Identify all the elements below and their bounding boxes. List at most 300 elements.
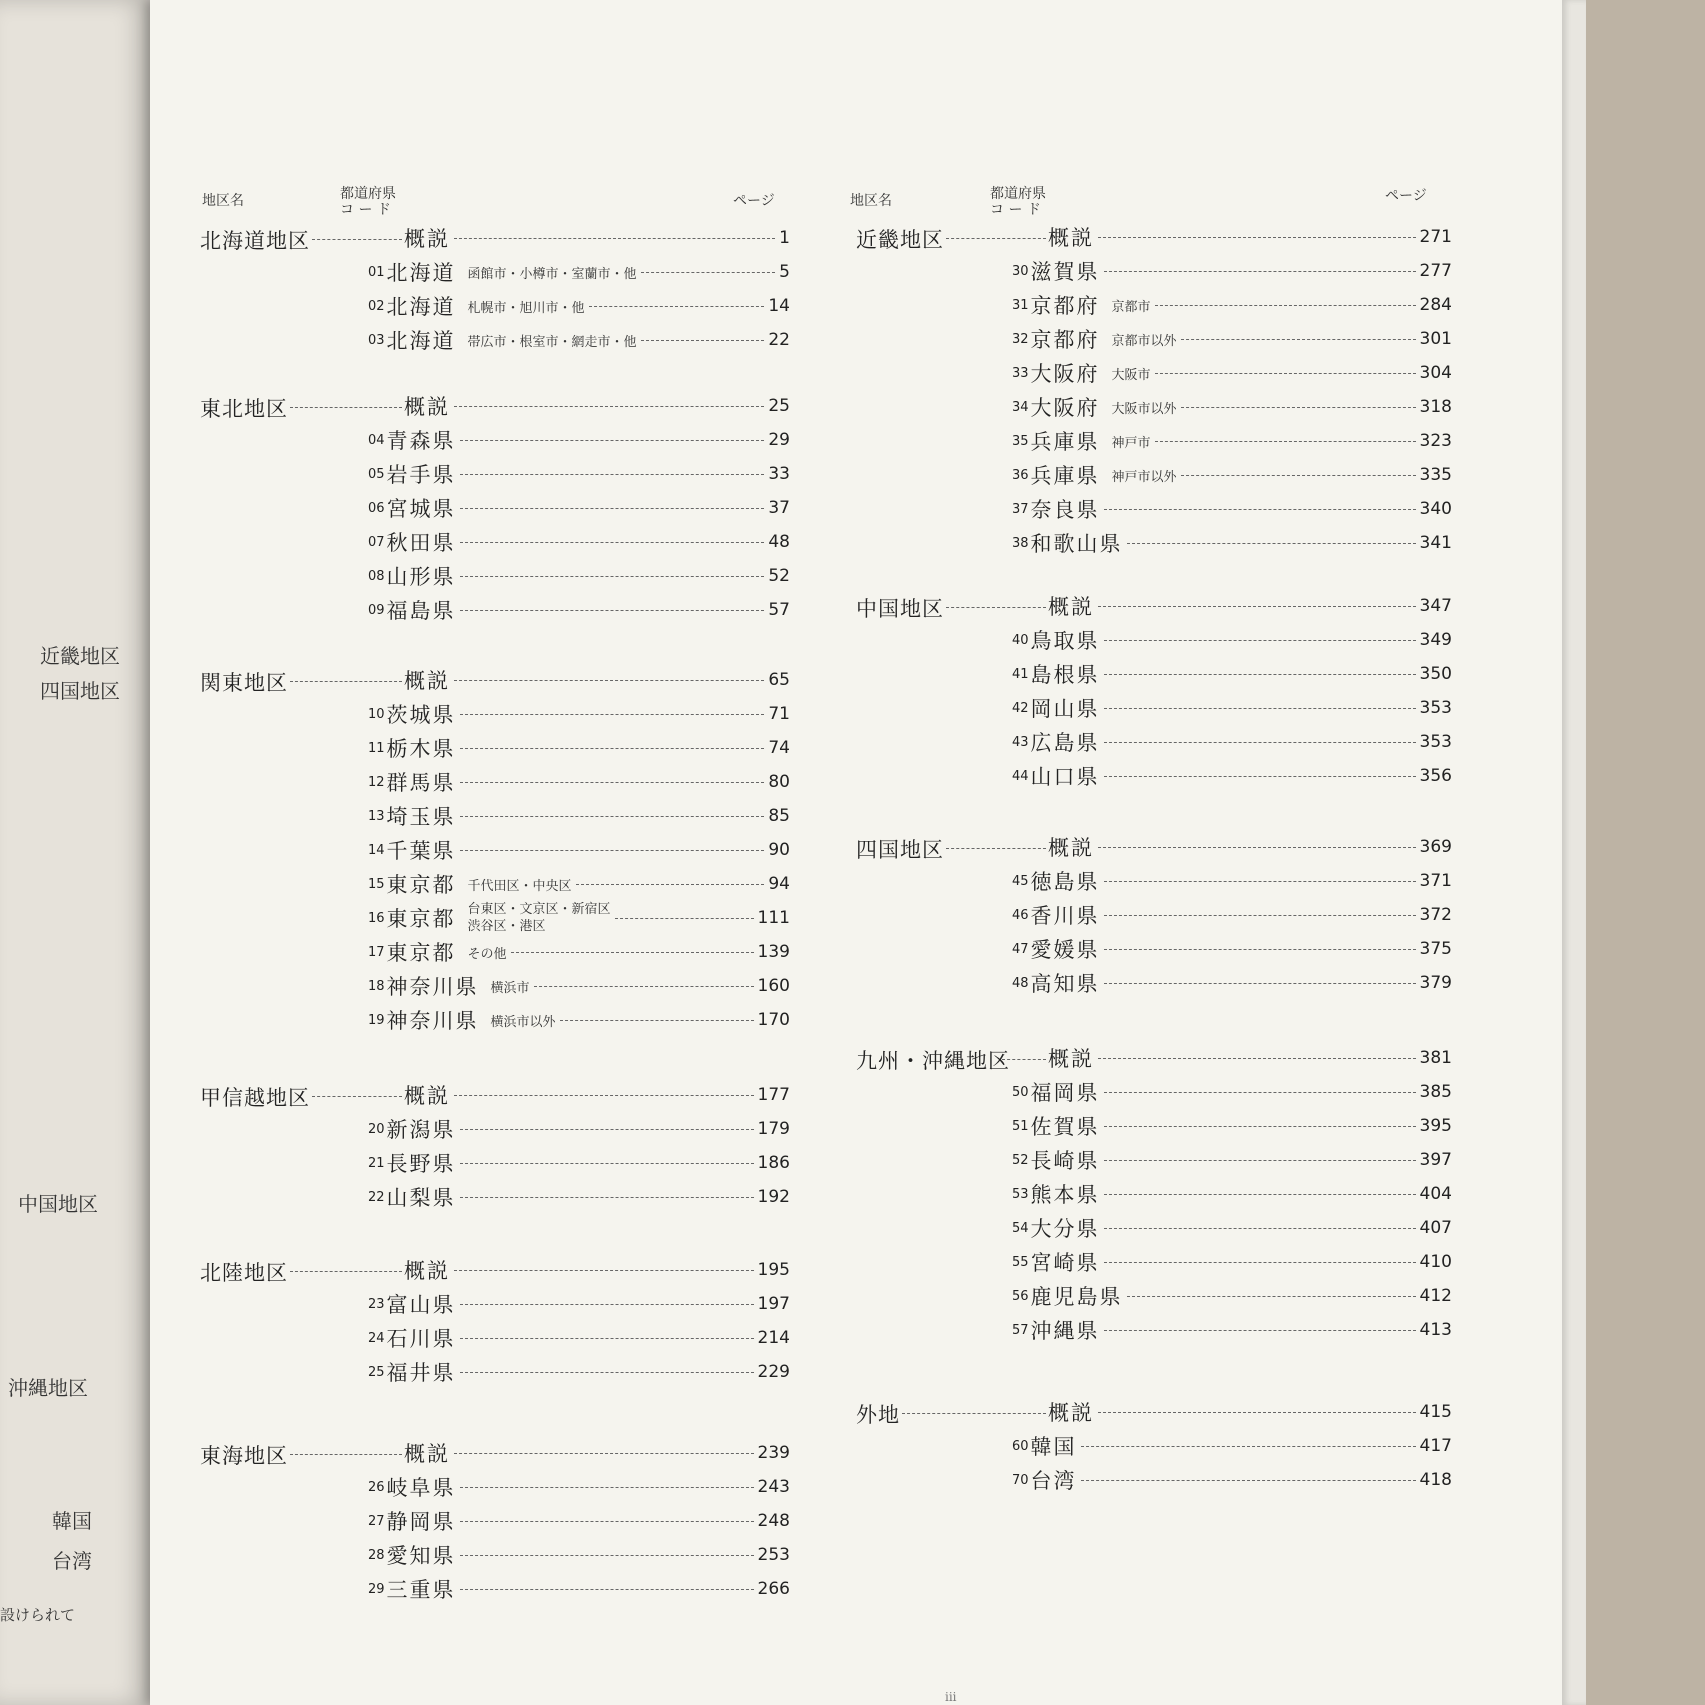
prefecture-code: 02: [368, 298, 385, 314]
prefecture-code: 12: [368, 774, 385, 790]
prefecture-name: 兵庫県: [1030, 464, 1100, 488]
prefecture-name: 長崎県: [1030, 1149, 1100, 1173]
leader-dots: [1104, 509, 1416, 510]
page-number-ref: 335: [1419, 465, 1452, 485]
toc-entry[interactable]: [1012, 625, 1452, 655]
prefecture-name: 埼玉県: [386, 805, 456, 829]
leader-dots: [1104, 674, 1416, 675]
leader-dots: [460, 816, 765, 817]
leader-dots: [1181, 339, 1416, 340]
prefecture-name: 奈良県: [1030, 498, 1100, 522]
page-number-ref: 347: [1419, 596, 1452, 616]
overview-label: 概説: [404, 1442, 450, 1466]
overview-label: 概説: [1048, 1047, 1094, 1071]
page-number-ref: 284: [1419, 295, 1452, 315]
toc-region-label: 甲信越地区: [200, 1086, 310, 1110]
toc-entry[interactable]: [368, 291, 790, 321]
header-code: 都道府県 コ ー ド: [990, 186, 1046, 218]
leader-dots: [460, 1487, 754, 1488]
toc-entry[interactable]: [368, 1114, 790, 1144]
toc-region-label: 四国地区: [856, 838, 944, 862]
prefecture-name: 茨城県: [386, 703, 456, 727]
toc-entry[interactable]: [1012, 968, 1452, 998]
prefecture-name: 青森県: [386, 429, 456, 453]
prefecture-name: 京都府: [1030, 328, 1100, 352]
page-number-ref: 385: [1419, 1082, 1452, 1102]
leader-dots: [1104, 1228, 1416, 1229]
prefecture-code: 55: [1012, 1254, 1029, 1270]
toc-entry[interactable]: [1048, 1043, 1452, 1073]
prefecture-code: 60: [1012, 1438, 1029, 1454]
page-number-ref: 85: [768, 806, 790, 826]
toc-entry[interactable]: [1012, 426, 1452, 456]
leader-dots: [1181, 475, 1416, 476]
prefecture-name: 岡山県: [1030, 697, 1100, 721]
prefecture-name: 山形県: [386, 565, 456, 589]
toc-entry[interactable]: [368, 493, 790, 523]
prefecture-code: 47: [1012, 941, 1029, 957]
prefecture-name: 徳島県: [1030, 870, 1100, 894]
prefecture-name: 長野県: [386, 1152, 456, 1176]
prefecture-code: 07: [368, 534, 385, 550]
entry-subtitle: 神戸市: [1111, 435, 1151, 451]
prefecture-name: 山口県: [1030, 765, 1100, 789]
leader-dots: [460, 714, 765, 715]
leader-dots: [1104, 881, 1416, 882]
overview-label: 概説: [1048, 226, 1094, 250]
toc-entry[interactable]: [368, 1472, 790, 1502]
page-number-ref: 418: [1419, 1470, 1452, 1490]
toc-entry[interactable]: [1012, 1247, 1452, 1277]
toc-entry[interactable]: [1048, 222, 1452, 252]
page-number-ref: 239: [757, 1443, 790, 1463]
entry-subtitle-line: 渋谷区・港区: [467, 919, 546, 934]
prefecture-code: 31: [1012, 297, 1029, 313]
header-region: 地区名: [202, 193, 244, 209]
page-number-ref: 1: [779, 228, 790, 248]
prefecture-name: 山梨県: [386, 1186, 456, 1210]
toc-entry[interactable]: [1012, 256, 1452, 286]
overview-label: 概説: [1048, 595, 1094, 619]
page-number-ref: 413: [1419, 1320, 1452, 1340]
prefecture-code: 03: [368, 332, 385, 348]
page-number-ref: 179: [757, 1119, 790, 1139]
toc-entry[interactable]: [1012, 1281, 1452, 1311]
page-number-ref: 248: [757, 1511, 790, 1531]
toc-entry[interactable]: [1012, 290, 1452, 320]
prefecture-name: 香川県: [1030, 904, 1100, 928]
toc-entry[interactable]: [1012, 392, 1452, 422]
prefecture-name: 秋田県: [386, 531, 456, 555]
facing-page-fragment: 中国地区: [18, 1192, 98, 1216]
prefecture-name: 北海道: [386, 295, 456, 319]
prefecture-name: 京都府: [1030, 294, 1100, 318]
toc-entry[interactable]: [1048, 832, 1452, 862]
leader-dots: [1104, 949, 1416, 950]
overview-label: 概説: [404, 669, 450, 693]
page-number-ref: 318: [1419, 397, 1452, 417]
toc-region-label: 近畿地区: [856, 228, 944, 252]
toc-entry[interactable]: [404, 665, 790, 695]
prefecture-code: 06: [368, 500, 385, 516]
page-number-ref: 353: [1419, 698, 1452, 718]
leader-dots: [1104, 983, 1416, 984]
prefecture-name: 富山県: [386, 1293, 456, 1317]
header-region: 地区名: [850, 193, 892, 209]
toc-entry[interactable]: [1012, 727, 1452, 757]
toc-entry[interactable]: [404, 1255, 790, 1285]
region-leader: [290, 1454, 402, 1455]
prefecture-code: 52: [1012, 1152, 1029, 1168]
toc-entry[interactable]: [404, 1080, 790, 1110]
toc-entry[interactable]: [368, 1323, 790, 1353]
prefecture-name: 福岡県: [1030, 1081, 1100, 1105]
prefecture-name: 福島県: [386, 599, 456, 623]
page-number-ref: 395: [1419, 1116, 1452, 1136]
page-number-ref: 353: [1419, 732, 1452, 752]
page-number-ref: 74: [768, 738, 790, 758]
prefecture-name: 神奈川県: [386, 975, 479, 999]
leader-dots: [454, 1095, 754, 1096]
prefecture-name: 大阪府: [1030, 362, 1100, 386]
leader-dots: [460, 508, 765, 509]
toc-entry[interactable]: [368, 561, 790, 591]
prefecture-code: 30: [1012, 263, 1029, 279]
prefecture-name: 台湾: [1030, 1469, 1077, 1493]
toc-entry[interactable]: [1012, 761, 1452, 791]
prefecture-code: 50: [1012, 1084, 1029, 1100]
toc-entry[interactable]: [1048, 591, 1452, 621]
toc-entry[interactable]: [1012, 866, 1452, 896]
prefecture-name: 三重県: [386, 1578, 456, 1602]
leader-dots: [454, 1453, 754, 1454]
prefecture-code: 13: [368, 808, 385, 824]
prefecture-name: 東京都: [386, 873, 456, 897]
prefecture-code: 51: [1012, 1118, 1029, 1134]
toc-entry[interactable]: [368, 801, 790, 831]
toc-entry[interactable]: [1012, 528, 1452, 558]
page-number-ref: 266: [757, 1579, 790, 1599]
toc-entry[interactable]: [368, 425, 790, 455]
toc-entry[interactable]: [404, 391, 790, 421]
overview-label: 概説: [404, 1084, 450, 1108]
prefecture-code: 48: [1012, 975, 1029, 991]
leader-dots: [576, 884, 765, 885]
region-leader: [290, 407, 402, 408]
leader-dots: [1081, 1480, 1416, 1481]
page-number-ref: 48: [768, 532, 790, 552]
toc-entry[interactable]: [1012, 1315, 1452, 1345]
prefecture-name: 滋賀県: [1030, 260, 1100, 284]
prefecture-code: 23: [368, 1296, 385, 1312]
prefecture-name: 栃木県: [386, 737, 456, 761]
toc-entry[interactable]: [368, 1182, 790, 1212]
leader-dots: [1098, 1058, 1416, 1059]
toc-entry[interactable]: [1012, 1213, 1452, 1243]
toc-entry[interactable]: [1012, 358, 1452, 388]
prefecture-code: 33: [1012, 365, 1029, 381]
toc-entry[interactable]: [368, 1148, 790, 1178]
page-number: iii: [945, 1690, 957, 1704]
prefecture-code: 24: [368, 1330, 385, 1346]
leader-dots: [1104, 1160, 1416, 1161]
page-number-ref: 349: [1419, 630, 1452, 650]
prefecture-code: 57: [1012, 1322, 1029, 1338]
page-number-ref: 139: [757, 942, 790, 962]
prefecture-name: 島根県: [1030, 663, 1100, 687]
prefecture-code: 41: [1012, 666, 1029, 682]
page-number-ref: 214: [757, 1328, 790, 1348]
page-number-ref: 186: [757, 1153, 790, 1173]
overview-label: 概説: [404, 227, 450, 251]
region-leader: [946, 238, 1046, 239]
entry-subtitle-line: 台東区・文京区・新宿区: [467, 902, 611, 917]
leader-dots: [454, 1270, 754, 1271]
toc-entry[interactable]: [368, 325, 790, 355]
leader-dots: [1127, 1296, 1416, 1297]
prefecture-code: 01: [368, 264, 385, 280]
toc-entry[interactable]: [1012, 324, 1452, 354]
page-number-ref: 381: [1419, 1048, 1452, 1068]
toc-entry[interactable]: [368, 257, 790, 287]
toc-entry[interactable]: [1012, 1111, 1452, 1141]
leader-dots: [460, 1521, 754, 1522]
page-number-ref: 404: [1419, 1184, 1452, 1204]
page-number-ref: 356: [1419, 766, 1452, 786]
prefecture-name: 宮崎県: [1030, 1251, 1100, 1275]
prefecture-code: 19: [368, 1012, 385, 1028]
page-number-ref: 5: [779, 262, 790, 282]
prefecture-name: 東京都: [386, 907, 456, 931]
prefecture-code: 04: [368, 432, 385, 448]
toc-entry[interactable]: [368, 937, 790, 967]
toc-entry[interactable]: [368, 1289, 790, 1319]
page-number-ref: 323: [1419, 431, 1452, 451]
page-number-ref: 415: [1419, 1402, 1452, 1422]
toc-entry[interactable]: [1012, 1179, 1452, 1209]
leader-dots: [460, 1372, 754, 1373]
prefecture-code: 05: [368, 466, 385, 482]
prefecture-code: 08: [368, 568, 385, 584]
overview-label: 概説: [404, 1259, 450, 1283]
toc-entry[interactable]: [368, 1005, 790, 1035]
leader-dots: [460, 474, 765, 475]
prefecture-name: 千葉県: [386, 839, 456, 863]
page-number-ref: 177: [757, 1085, 790, 1105]
toc-entry[interactable]: [368, 971, 790, 1001]
page-number-ref: 301: [1419, 329, 1452, 349]
entry-subtitle: その他: [467, 946, 507, 962]
page-number-ref: 253: [757, 1545, 790, 1565]
toc-entry[interactable]: [368, 595, 790, 625]
leader-dots: [1104, 742, 1416, 743]
prefecture-code: 42: [1012, 700, 1029, 716]
prefecture-code: 28: [368, 1547, 385, 1563]
prefecture-code: 56: [1012, 1288, 1029, 1304]
leader-dots: [454, 406, 764, 407]
leader-dots: [460, 1304, 754, 1305]
toc-entry[interactable]: [368, 903, 790, 933]
toc-entry[interactable]: [368, 835, 790, 865]
prefecture-code: 38: [1012, 535, 1029, 551]
leader-dots: [1104, 640, 1416, 641]
prefecture-code: 20: [368, 1121, 385, 1137]
leader-dots: [460, 1589, 754, 1590]
page-number-ref: 37: [768, 498, 790, 518]
leader-dots: [460, 748, 765, 749]
prefecture-code: 53: [1012, 1186, 1029, 1202]
page-number-ref: 277: [1419, 261, 1452, 281]
page-number-ref: 375: [1419, 939, 1452, 959]
toc-region-label: 北海道地区: [200, 229, 310, 253]
page-number-ref: 192: [757, 1187, 790, 1207]
toc-entry[interactable]: [1012, 460, 1452, 490]
leader-dots: [560, 1020, 754, 1021]
page-number-ref: 397: [1419, 1150, 1452, 1170]
leader-dots: [460, 1129, 754, 1130]
toc-entry[interactable]: [1048, 1397, 1452, 1427]
prefecture-name: 大阪府: [1030, 396, 1100, 420]
page-number-ref: 371: [1419, 871, 1452, 891]
page-number-ref: 65: [768, 670, 790, 690]
page-number-ref: 369: [1419, 837, 1452, 857]
prefecture-name: 高知県: [1030, 972, 1100, 996]
page-number-ref: 340: [1419, 499, 1452, 519]
prefecture-code: 54: [1012, 1220, 1029, 1236]
leader-dots: [1104, 1092, 1416, 1093]
toc-region-label: 中国地区: [856, 597, 944, 621]
prefecture-code: 43: [1012, 734, 1029, 750]
entry-subtitle: 函館市・小樽市・室蘭市・他: [467, 266, 637, 282]
prefecture-name: 鹿児島県: [1030, 1285, 1123, 1309]
toc-page: [150, 0, 1562, 1705]
prefecture-code: 32: [1012, 331, 1029, 347]
facing-page: [0, 0, 150, 1705]
leader-dots: [460, 542, 765, 543]
prefecture-name: 韓国: [1030, 1435, 1077, 1459]
facing-page-fragment: 沖縄地区: [8, 1376, 88, 1400]
page-number-ref: 22: [768, 330, 790, 350]
toc-region-label: 東北地区: [200, 397, 288, 421]
page-number-ref: 412: [1419, 1286, 1452, 1306]
page-number-ref: 25: [768, 396, 790, 416]
toc-entry[interactable]: [404, 223, 790, 253]
leader-dots: [641, 340, 765, 341]
toc-entry[interactable]: [368, 1357, 790, 1387]
region-leader: [290, 681, 402, 682]
toc-entry[interactable]: [368, 1540, 790, 1570]
leader-dots: [1104, 915, 1416, 916]
toc-entry[interactable]: [368, 527, 790, 557]
entry-subtitle: 帯広市・根室市・網走市・他: [467, 334, 637, 350]
toc-entry[interactable]: [368, 1506, 790, 1536]
toc-entry[interactable]: [368, 767, 790, 797]
prefecture-code: 15: [368, 876, 385, 892]
entry-subtitle: 横浜市以外: [490, 1014, 556, 1030]
toc-entry[interactable]: [1012, 494, 1452, 524]
leader-dots: [460, 1555, 754, 1556]
page-number-ref: 410: [1419, 1252, 1452, 1272]
prefecture-code: 18: [368, 978, 385, 994]
prefecture-name: 兵庫県: [1030, 430, 1100, 454]
prefecture-name: 広島県: [1030, 731, 1100, 755]
entry-subtitle: 神戸市以外: [1111, 469, 1177, 485]
page-number-ref: 29: [768, 430, 790, 450]
region-leader: [312, 1096, 402, 1097]
prefecture-name: 愛媛県: [1030, 938, 1100, 962]
toc-entry[interactable]: [1012, 659, 1452, 689]
overview-label: 概説: [1048, 836, 1094, 860]
leader-dots: [615, 918, 754, 919]
prefecture-name: 岩手県: [386, 463, 456, 487]
prefecture-code: 36: [1012, 467, 1029, 483]
page-number-ref: 94: [768, 874, 790, 894]
page-number-ref: 271: [1419, 227, 1452, 247]
leader-dots: [1104, 708, 1416, 709]
page-number-ref: 33: [768, 464, 790, 484]
prefecture-code: 25: [368, 1364, 385, 1380]
prefecture-code: 70: [1012, 1472, 1029, 1488]
page-number-ref: 229: [757, 1362, 790, 1382]
toc-entry[interactable]: [1012, 1077, 1452, 1107]
prefecture-code: 46: [1012, 907, 1029, 923]
prefecture-name: 新潟県: [386, 1118, 456, 1142]
overview-label: 概説: [1048, 1401, 1094, 1425]
prefecture-code: 17: [368, 944, 385, 960]
leader-dots: [1155, 441, 1416, 442]
prefecture-name: 福井県: [386, 1361, 456, 1385]
region-leader: [290, 1271, 402, 1272]
toc-entry[interactable]: [1012, 1465, 1452, 1495]
page-number-ref: 71: [768, 704, 790, 724]
facing-page-fragment: 設けられて: [0, 1606, 76, 1624]
toc-entry[interactable]: [1012, 934, 1452, 964]
leader-dots: [460, 610, 765, 611]
page-number-ref: 57: [768, 600, 790, 620]
toc-entry[interactable]: [368, 733, 790, 763]
page-number-ref: 407: [1419, 1218, 1452, 1238]
prefecture-name: 東京都: [386, 941, 456, 965]
leader-dots: [1181, 407, 1416, 408]
toc-entry[interactable]: [1012, 693, 1452, 723]
page-number-ref: 80: [768, 772, 790, 792]
page-number-ref: 52: [768, 566, 790, 586]
toc-entry[interactable]: [368, 459, 790, 489]
toc-entry[interactable]: [404, 1438, 790, 1468]
toc-entry[interactable]: [1012, 900, 1452, 930]
toc-entry[interactable]: [368, 699, 790, 729]
prefecture-code: 11: [368, 740, 385, 756]
toc-entry[interactable]: [1012, 1431, 1452, 1461]
prefecture-code: 37: [1012, 501, 1029, 517]
leader-dots: [1104, 1262, 1416, 1263]
toc-entry[interactable]: [368, 869, 790, 899]
prefecture-code: 35: [1012, 433, 1029, 449]
region-leader: [312, 239, 402, 240]
toc-entry[interactable]: [368, 1574, 790, 1604]
page-number-ref: 90: [768, 840, 790, 860]
overview-label: 概説: [404, 395, 450, 419]
toc-entry[interactable]: [1012, 1145, 1452, 1175]
leader-dots: [1098, 237, 1416, 238]
entry-subtitle: 横浜市: [490, 980, 530, 996]
entry-subtitle: [468, 901, 611, 935]
page-number-ref: 304: [1419, 363, 1452, 383]
leader-dots: [1155, 305, 1416, 306]
toc-region-label: 北陸地区: [200, 1261, 288, 1285]
region-leader: [1002, 1059, 1046, 1060]
entry-subtitle: 京都市: [1111, 299, 1151, 315]
